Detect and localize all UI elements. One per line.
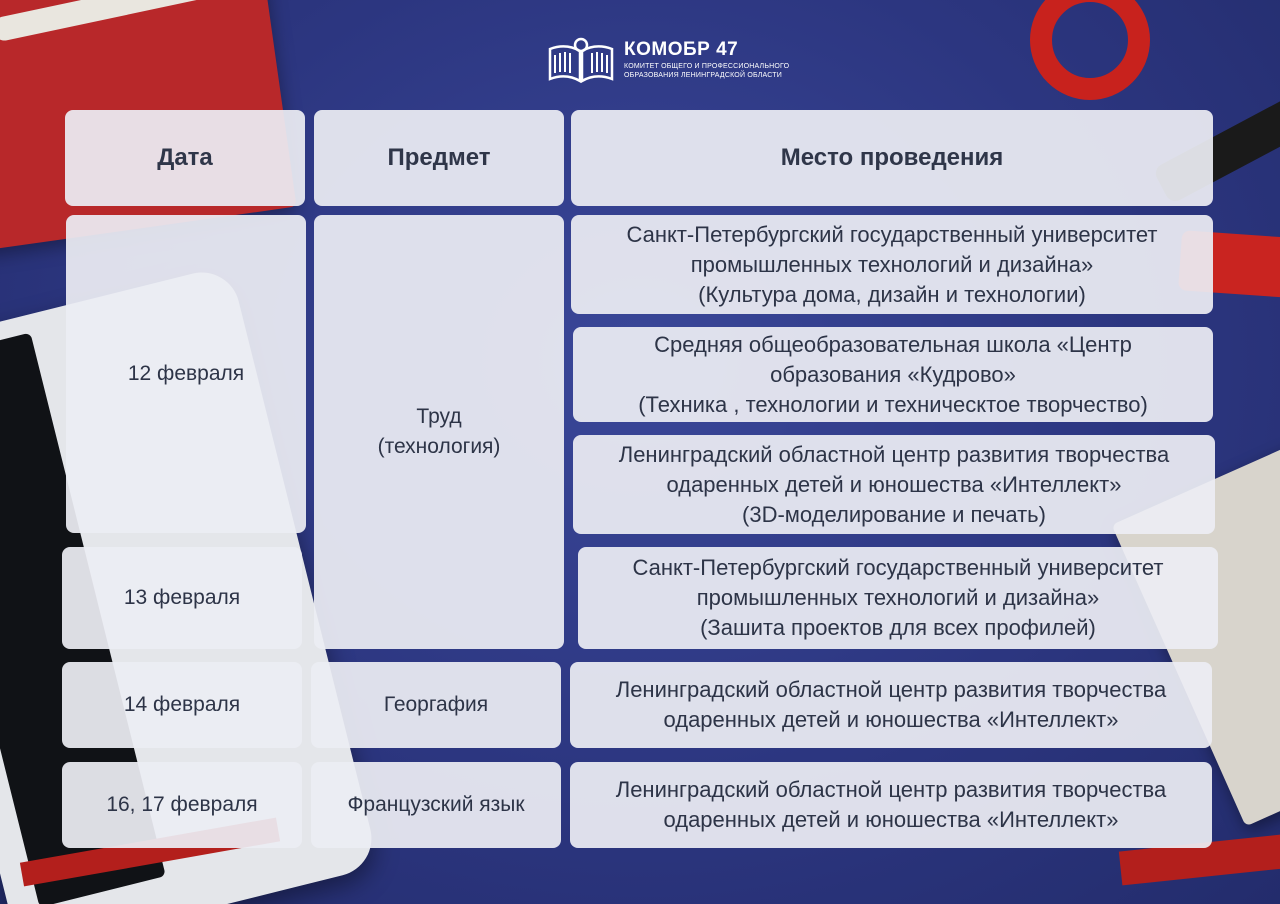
header-place: Место проведения [571,110,1213,206]
scissors-decoration [1030,0,1150,100]
komobr-logo [546,36,789,84]
subject-cell-french: Французский язык [311,762,561,848]
date-cell-4: 16, 17 февраля [62,762,302,848]
header-subject: Предмет [314,110,564,206]
logo-subtitle-line2: ОБРАЗОВАНИЯ ЛЕНИНГРАДСКОЙ ОБЛАСТИ [624,72,783,79]
place-cell-3: Ленинградский областной центр развития творчества одаренных детей и юношества «Интеллект» (3D-моделирование и печать) [573,435,1215,534]
open-book-icon [546,37,616,83]
date-cell-3: 14 февраля [62,662,302,748]
place-cell-5: Ленинградский областной центр развития творчества одаренных детей и юношества «Интеллект» [570,662,1212,748]
place-cell-6: Ленинградский областной центр развития творчества одаренных детей и юношества «Интеллект» [570,762,1212,848]
logo-subtitle-line1: КОМИТЕТ ОБЩЕГО И ПРОФЕССИОНАЛЬНОГО [624,63,790,70]
date-cell-2: 13 февраля [62,547,302,649]
date-cell-1: 12 февраля [66,215,306,533]
header-date: Дата [65,110,305,206]
logo-title: КОМОБР 47 [624,39,739,60]
place-cell-4: Санкт-Петербургский государственный университет промышленных технологий и дизайна» (Зашита проектов для всех профилей) [578,547,1218,649]
place-cell-2: Средняя общеобразовательная школа «Центр образования «Кудрово» (Техника , технологии и техническтое творчество) [573,327,1213,422]
subject-cell-geography: Георгафия [311,662,561,748]
place-cell-1: Санкт-Петербургский государственный университет промышленных технологий и дизайна» (Культура дома, дизайн и технологии) [571,215,1213,314]
subject-cell-trud: Труд (технология) [314,215,564,649]
